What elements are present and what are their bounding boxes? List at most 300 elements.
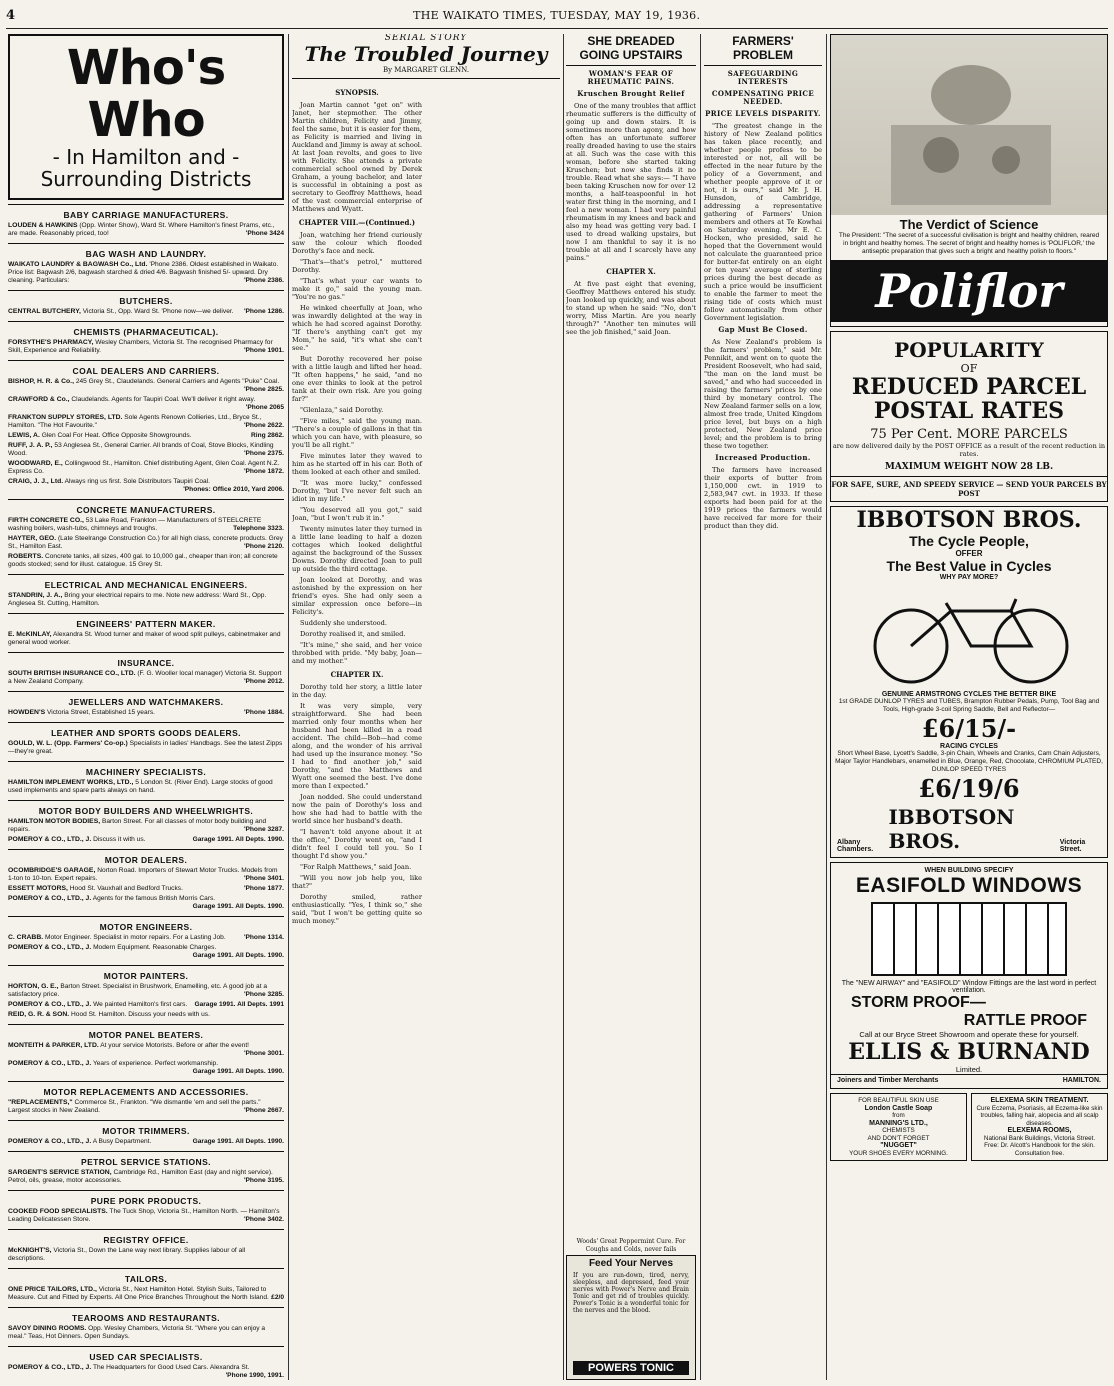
- entry-text: (Opp. Winter Show), Ward St. Where Hamilton's finest Prams, etc., are made. Reasonably priced, too!: [8, 222, 275, 237]
- category-heading: MOTOR PAINTERS.: [103, 971, 189, 981]
- entry-name: POMEROY & CO., LTD., J.: [8, 944, 92, 951]
- directory-entry: [8, 818, 284, 834]
- directory-entry: [8, 1208, 284, 1224]
- poliflor-logo: Poliflor: [831, 260, 1107, 322]
- entry-text: The Tuck Shop, Victoria St., Hamilton North. — Hamilton's Leading Delicatessen Store.: [8, 1208, 280, 1223]
- directory-category: [8, 613, 284, 652]
- serial-paragraph: Joan looked at Dorothy, and was astonished by the expression on her friend's eyes. She had only seen a similar expression once before—in Felicity's.: [292, 576, 422, 616]
- directory-entry: [8, 261, 284, 285]
- ez-footer: [831, 1074, 1107, 1088]
- directory-entry: [8, 442, 284, 458]
- entry-text: Glen Coal For Heat. Office Opposite Showgrounds.: [41, 432, 192, 439]
- directory-category: [8, 1229, 284, 1268]
- serial-paragraph: "It was more lucky," confessed Dorothy, "but I've never felt such an idiot in my life.": [292, 479, 422, 503]
- science-illustration-icon: [831, 35, 1107, 215]
- entry-phone: 'Phone 2012.: [243, 678, 284, 685]
- ez-storm: STORM PROOF—: [851, 994, 986, 1011]
- column-rule: [288, 34, 289, 1380]
- category-heading: JEWELLERS AND WATCHMAKERS.: [68, 697, 224, 707]
- nugget-lead: AND DON'T FORGET: [867, 1134, 930, 1142]
- serial-paragraph: Dorothy realised it, and smiled.: [300, 630, 406, 638]
- pop-c: REDUCED PARCEL POSTAL RATES: [851, 374, 1087, 424]
- directory-entry: [8, 934, 284, 942]
- entry-phone: 'Phone 1884.: [243, 709, 284, 716]
- masthead-title: THE WAIKATO TIMES, TUESDAY, MAY 19, 1936.: [413, 8, 701, 22]
- entry-phone: 'Phone 2065: [245, 404, 284, 411]
- ib-name: IBBOTSON BROS.: [856, 507, 1082, 533]
- pop-d: 75 Per Cent. MORE PARCELS: [870, 427, 1068, 442]
- chapter-x-heading: CHAPTER X.: [606, 267, 656, 276]
- entry-text: 53 Anglesea St., General Carrier. All brands of Coal, Stove Blocks, Kindling Wood.: [8, 442, 274, 457]
- pop-b: OF: [960, 362, 978, 375]
- entry-name: ESSETT MOTORS,: [8, 885, 68, 892]
- entry-phone: 'Phone 3001.: [243, 1050, 284, 1057]
- serial-paragraph: Joan, watching her friend curiously saw the colour which flooded Dorothy's face and neck.: [292, 231, 422, 255]
- directory-entry: [8, 1060, 284, 1076]
- entry-text: Victoria Street, Established 15 years.: [46, 709, 155, 716]
- serial-paragraph: "For Ralph Matthews," said Joan.: [300, 863, 412, 871]
- directory-category: [8, 290, 284, 321]
- entry-phone: 'Phones: Office 2010, Yard 2006.: [183, 486, 284, 493]
- directory-category: [8, 849, 284, 916]
- directory-category: [8, 1120, 284, 1151]
- directory-entry: [8, 1247, 284, 1263]
- farmers-text-2: As New Zealand's problem is the farmers' problem," said Mr. Pennikit, and went on to quote the President Roosevelt, who had said, "the man on the land must be saved," and who had succeeded in raising the farmers' prices by one third by monetary control. The New Zealand farmer sells on a low, almost free trade, United Kingdom price level, but buys on a high protected, New Zealand price level; and the problem is to bring these two together.: [704, 338, 822, 450]
- chapter-x-text: At five past eight that evening, Geoffrey Matthews entered his study. Joan looked up quickly, and was about to stand up when he said: "No, don't worry, Miss Martin. Are you nearly through?" "Another ten minutes will see the job finished," said Joan.: [566, 280, 696, 336]
- directory-category: [8, 1081, 284, 1120]
- entry-name: CRAIG, J. J., Ltd.: [8, 478, 64, 485]
- directory-category: [8, 1307, 284, 1346]
- entry-name: POMEROY & CO., LTD., J.: [8, 1060, 92, 1067]
- serial-paragraph: "You deserved all you got," said Joan, "but I won't rub it in.": [292, 506, 422, 522]
- directory-entry: [8, 378, 284, 394]
- category-heading: CHEMISTS (PHARMACEUTICAL).: [73, 327, 219, 337]
- pop-e: are now delivered daily by the POST OFFICE as a result of the recent reduction in rates.: [832, 442, 1106, 458]
- category-heading: MOTOR ENGINEERS.: [99, 922, 193, 932]
- ad-brand: POWERS TONIC: [573, 1361, 689, 1375]
- entry-phone: Garage 1991. All Depts. 1990.: [192, 952, 284, 959]
- entry-text: Specialists in ladies' Handbags. See the latest Zipps—they're great.: [8, 740, 283, 755]
- page-number: 4: [6, 7, 16, 23]
- directory-entry: [8, 478, 284, 494]
- directory-entry: [8, 631, 284, 647]
- bicycle-icon: [831, 581, 1107, 691]
- category-heading: ENGINEERS' PATTERN MAKER.: [76, 619, 216, 629]
- whos-who-banner: [8, 34, 284, 200]
- category-heading: INSURANCE.: [117, 658, 175, 668]
- parcel-post-ad: [830, 331, 1108, 502]
- category-heading: BAG WASH AND LAUNDRY.: [85, 249, 207, 259]
- elexema-ad: [971, 1093, 1108, 1161]
- entry-phone: 'Phone 1314.: [243, 934, 284, 941]
- entry-phone: Telephone 3323.: [233, 525, 284, 532]
- entry-text: Barton Street. Specialist in Brushwork, Enamelling, etc. A good job at a satisfactory price.: [8, 983, 268, 998]
- soap-ad: [830, 1093, 967, 1161]
- footer-note: Woods' Great Peppermint Cure. For Coughs and Colds, never fails: [576, 1238, 686, 1253]
- category-heading: BABY CARRIAGE MANUFACTURERS.: [63, 210, 229, 220]
- category-heading: MACHINERY SPECIALISTS.: [85, 767, 207, 777]
- serial-paragraph: "That's what your car wants to make it go," said the young man. "You're no gas.": [292, 277, 422, 301]
- entry-phone: 'Phone 3424: [245, 230, 284, 237]
- directory-category: [8, 574, 284, 613]
- entry-name: LOUDEN & HAWKINS: [8, 222, 78, 229]
- entry-phone: Garage 1991. All Depts. 1990.: [192, 1138, 284, 1145]
- entry-phone: Garage 1991. All Depts. 1990.: [192, 903, 284, 910]
- category-heading: PETROL SERVICE STATIONS.: [81, 1157, 211, 1167]
- directory-entry: [8, 308, 284, 316]
- entry-text: Claudelands. Agents for Taupiri Coal. We'll deliver it right away.: [71, 396, 256, 403]
- category-heading: COAL DEALERS AND CARRIERS.: [72, 366, 220, 376]
- category-heading: MOTOR DEALERS.: [104, 855, 188, 865]
- entry-phone: Garage 1991. All Depts. 1990.: [192, 836, 284, 843]
- serial-title: The Troubled Journey: [304, 42, 548, 66]
- entry-name: POMEROY & CO., LTD., J.: [8, 836, 92, 843]
- ib-why: WHY PAY MORE?: [939, 574, 999, 581]
- farmers-headline: FARMERS' PROBLEM: [704, 34, 822, 66]
- pop-f: MAXIMUM WEIGHT NOW 28 LB.: [884, 462, 1054, 472]
- ib-spec-2: Short Wheel Base, Lycett's Saddle, 3-pin Chain, Wheels and Cranks, Cam Chain Adjusters, Major Taylor Handlebars, enamelled in Blue, Orange, Red, Chocolate, CHROMIUM PLATED, DUNLOP SPEED TYRES: [835, 750, 1103, 773]
- entry-text: At your service Motorists. Before or after the event!: [100, 1042, 250, 1049]
- farmers-text-3: The farmers have increased their exports of butter from 1,150,000 cwt. in 1919 to 2,583,947 cwt. in 1933. If these exports had been paid for at the 1919 prices the farmers would have received far more for their product than they did.: [704, 466, 822, 530]
- directory-entry: [8, 535, 284, 551]
- entry-text: Hood St. Hamilton. Discuss your needs with us.: [71, 1011, 210, 1018]
- category-heading: BUTCHERS.: [119, 296, 173, 306]
- kruschen-headline: SHE DREADED GOING UPSTAIRS: [566, 34, 696, 66]
- directory-category: [8, 1346, 284, 1380]
- kruschen-subhead: WOMAN'S FEAR OF RHEUMATIC PAINS.: [587, 69, 675, 86]
- entry-text: (F. G. Wooller local manager) Victoria St. Support a New Zealand Company.: [8, 670, 282, 685]
- soap-from: from: [892, 1112, 905, 1119]
- serial-story-column: [292, 34, 560, 1380]
- entry-text: 5 London St. (River End). Large stocks of good used implements and spare parts always on hand.: [8, 779, 273, 794]
- ib-price-2: £6/19/6: [918, 774, 1020, 803]
- ez-footer-left: Joiners and Timber Merchants: [837, 1077, 939, 1084]
- category-heading: MOTOR TRIMMERS.: [102, 1126, 190, 1136]
- entry-text: Commerce St., Frankton. "We dismantle 'em and sell the parts." Largest stocks in New Zealand.: [8, 1099, 261, 1114]
- entry-name: COOKED FOOD SPECIALISTS.: [8, 1208, 108, 1215]
- serial-body: [292, 83, 560, 1380]
- entry-text: Years of experience. Perfect workmanship.: [92, 1060, 219, 1067]
- directory-entry: [8, 460, 284, 476]
- column-rule: [826, 34, 827, 1380]
- entry-phone: 'Phone 1286.: [243, 308, 284, 315]
- ad-body: If you are run-down, tired, nervy, sleepless, and depressed, feed your nerves with Power's Nerve and Brain Tonic and get rid of troubles quickly. Power's Tonic is a wonderful tonic for the nerves and the blood.: [573, 1272, 689, 1314]
- serial-paragraph: "Five miles," said the young man. "There's a couple of gallons in that tin which you can have, with pleasure, so you'll be all right.": [292, 417, 422, 449]
- serial-paragraph: "That's—that's petrol," muttered Dorothy.: [292, 258, 422, 274]
- directory-category: [8, 1024, 284, 1081]
- directory-entry: [8, 1011, 284, 1019]
- serial-paragraph: Dorothy told her story, a little later in the day.: [292, 683, 422, 699]
- entry-name: POMEROY & CO., LTD., J.: [8, 895, 92, 902]
- directory-entry: [8, 553, 284, 569]
- entry-name: HAMILTON MOTOR BODIES,: [8, 818, 101, 825]
- serial-paragraph: "It's mine," she said, and her voice throbbed with pride. "My baby, Joan—and my mother.": [292, 641, 422, 665]
- entry-text: 245 Grey St., Claudelands. General Carriers and Agents "Puke" Coal.: [75, 378, 280, 385]
- directory-entry: [8, 895, 284, 911]
- entry-name: HAYTER, GEO.: [8, 535, 57, 542]
- entry-name: OCOMBRIDGE'S GARAGE,: [8, 867, 96, 874]
- small-ads: [830, 1093, 1108, 1161]
- entry-text: Discuss it with us.: [93, 836, 146, 843]
- directory-category: [8, 1268, 284, 1307]
- farmers-subhead-2: COMPENSATING PRICE NEEDED.: [711, 89, 815, 106]
- entry-phone: 'Phone 3401.: [243, 875, 284, 882]
- entry-name: HOWDEN'S: [8, 709, 46, 716]
- elexema-e: Free: Dr. Alcott's Handbook for the skin. Consultation free.: [984, 1142, 1095, 1157]
- ib-footer: [831, 803, 1107, 857]
- category-heading: MOTOR PANEL BEATERS.: [88, 1030, 204, 1040]
- directory-category: [8, 321, 284, 360]
- easifold-ad: [830, 862, 1108, 1089]
- entry-text: Cambridge Rd., Hamilton East (day and night service). Petrol, oils, grease, motor accessories.: [8, 1169, 273, 1184]
- elexema-h: ELEXEMA SKIN TREATMENT.: [990, 1097, 1089, 1104]
- directory-entry: [8, 867, 284, 883]
- directory-list: [8, 204, 284, 1380]
- ib-addr-right: Victoria Street.: [1059, 839, 1086, 853]
- serial-header: [292, 34, 560, 79]
- serial-author: By MARGARET GLENN.: [382, 66, 470, 74]
- serial-paragraph: "Glenlaza," said Dorothy.: [300, 406, 384, 414]
- entry-text: Modern Equipment. Reasonable Charges.: [93, 944, 217, 951]
- category-heading: TAILORS.: [124, 1274, 168, 1284]
- entry-text: Barton Street. For all classes of motor body building and repairs.: [8, 818, 267, 833]
- entry-phone: 'Phone 3195.: [243, 1177, 284, 1184]
- directory-entry: [8, 983, 284, 999]
- ib-slogan: The Cycle People,: [909, 533, 1029, 549]
- entry-phone: £2/0: [271, 1294, 284, 1301]
- directory-entry: [8, 1286, 284, 1302]
- category-heading: REGISTRY OFFICE.: [103, 1235, 189, 1245]
- synopsis-label: SYNOPSIS.: [335, 88, 379, 97]
- kruschen-text: One of the many troubles that afflict rheumatic sufferers is the difficulty of going up and down stairs. It is sometimes more than agony, and how often has an unfortunate sufferer really dreaded having to use the stairs at all. Such was the case with this woman, before she started taking Kruschen; but now she finds it no trouble. Read what she says:— "I have been taking Kruschen now for over 12 months, a half-teaspoonful in hot water first thing in the morning, and I feel a new woman. I had very painful rheumatism in my knees and back and also my head was getting very bad. I used to dread walking upstairs, but now I am thankful to say it is no trouble at all and I scarcely have any pains.": [566, 102, 696, 262]
- ads-column: [830, 34, 1108, 1380]
- entry-phone: 'Phone 1901.: [243, 347, 284, 354]
- serial-paragraph: Joan nodded. She could understand now the pain of Dorothy's loss and how she had had to battle with the world since her husband's death.: [292, 793, 422, 825]
- entry-text: Motor Engineer. Specialist in motor repairs. For a Lasting Job.: [44, 934, 226, 941]
- ez-call: Call at our Bryce Street Showroom and operate these for yourself.: [859, 1030, 1079, 1039]
- entry-name: POMEROY & CO., LTD., J.: [8, 1364, 92, 1371]
- farmers-subhead-5: Increased Production.: [715, 453, 811, 462]
- entry-name: WOODWARD, E.,: [8, 460, 63, 467]
- entry-name: HORTON, G. E.,: [8, 983, 59, 990]
- directory-entry: [8, 670, 284, 686]
- serial-paragraphs: [292, 231, 422, 925]
- elexema-b: Cure Eczema, Psoriasis, all Eczema-like skin troubles, falling hair, alopecia and all scalp diseases.: [976, 1104, 1103, 1127]
- serial-paragraph: Suddenly she understood.: [300, 619, 387, 627]
- directory-category: [8, 916, 284, 965]
- ib-price-1: £6/15/-: [921, 714, 1017, 743]
- entry-name: FORSYTHE'S PHARMACY,: [8, 339, 94, 346]
- directory-category: [8, 800, 284, 849]
- entry-name: ROBERTS.: [8, 553, 44, 560]
- entry-phone: 'Phone 1877.: [243, 885, 284, 892]
- ez-limited: Limited.: [955, 1065, 983, 1074]
- entry-text: Wesley Chambers, Victoria St. The recognised Pharmacy for Skill, Experience and Reliability.: [8, 339, 273, 354]
- entry-name: FIRTH CONCRETE CO.,: [8, 517, 84, 524]
- entry-phone: Ring 2862.: [251, 432, 284, 439]
- entry-text: 53 Lake Road, Frankton — Manufacturers of STEELCRETE washing boilers, wash-tubs, chimneys and troughs.: [8, 517, 262, 532]
- verdict-title: The Verdict of Science: [899, 217, 1039, 232]
- entry-phone: 'Phone 2375.: [243, 450, 284, 457]
- entry-name: HAMILTON IMPLEMENT WORKS, LTD.,: [8, 779, 134, 786]
- ad-title: Feed Your Nerves: [588, 1258, 674, 1269]
- entry-phone: 'Phone 2825.: [243, 386, 284, 393]
- directory-entry: [8, 1138, 284, 1146]
- ib-addr-left: Albany Chambers.: [837, 839, 874, 853]
- entry-phone: 'Phone 3402.: [243, 1216, 284, 1223]
- entry-name: WAIKATO LAUNDRY & BAGWASH Co., Ltd.: [8, 261, 148, 268]
- entry-name: SAVOY DINING ROOMS.: [8, 1325, 87, 1332]
- entry-text: Agents for the famous British Morris Cars.: [92, 895, 216, 902]
- masthead: [6, 2, 1108, 29]
- directory-entry: [8, 432, 284, 440]
- entry-phone: 'Phone 3287.: [243, 826, 284, 833]
- entry-text: Norton Road. Importers of Stewart Motor Trucks. Models from 1-ton to 10-ton. Expert repairs.: [8, 867, 278, 882]
- directory-entry: [8, 1325, 284, 1341]
- entry-text: Opp. Wesley Chambers, Victoria St. "Where you can enjoy a meal." Teas, Hot Dinners. Open Sundays.: [8, 1325, 266, 1340]
- entry-text: Alexandra St. Wood turner and maker of wood split pulleys, cabinetmaker and general wood worker.: [8, 631, 281, 646]
- directory-entry: [8, 1099, 284, 1115]
- serial-paragraph: Twenty minutes later they turned in a little lane leading to half a dozen cottages which looked delightful against the background of the Sussex Downs. Dorothy directed Joan to pull up outside the third cottage.: [292, 525, 422, 573]
- entry-text: (Late Steelrange Construction Co.) for all high class, concrete products. Grey St., Hamilton East.: [8, 535, 283, 550]
- entry-phone: 'Phone 2622.: [243, 422, 284, 429]
- directory-entry: [8, 592, 284, 608]
- directory-entry: [8, 517, 284, 533]
- directory-category: [8, 761, 284, 800]
- directory-category: [8, 360, 284, 499]
- entry-phone: Garage 1991. All Depts. 1991: [194, 1001, 284, 1008]
- ib-bottom-name: IBBOTSON BROS.: [888, 805, 1015, 853]
- ib-offer: OFFER: [955, 549, 983, 558]
- entry-name: POMEROY & CO., LTD., J.: [8, 1138, 92, 1145]
- entry-text: 'Phone 2386. Oldest established in Waikato. Price list: Bagwash 2/6, bagwash starched & dried 4/6. Bagwash finished 5/- upward. Dry cleaning. Particulars:: [8, 261, 279, 284]
- entry-name: ONE PRICE TAILORS, LTD.,: [8, 1286, 97, 1293]
- entry-phone: 'Phone 2386.: [243, 277, 284, 284]
- illustration: [831, 35, 1107, 215]
- directory-entry: [8, 1364, 284, 1380]
- ib-caption: GENUINE ARMSTRONG CYCLES THE BETTER BIKE: [881, 691, 1057, 698]
- entry-name: STANDRIN, J. A.,: [8, 592, 63, 599]
- kruschen-subhead-2: Kruschen Brought Relief: [577, 89, 685, 98]
- nugget-name: "NUGGET": [880, 1142, 917, 1149]
- directory-category: [8, 204, 284, 243]
- powers-tonic-ad: [566, 1255, 696, 1380]
- synopsis-text: Joan Martin cannot "get on" with Janet, her stepmother. The other Martin children, Felicity and Jimmy, feel the same, but it is easier for them, as Felicity is married and living in Auckland and Jimmy is away at school. At last Joan revolts, and goes to live with Felicity. She attends a private commercial school owned by Derek Graham, a young bachelor, and later is successful in obtaining a post as secretary to Geoffrey Matthews, head of the vast commercial enterprise of Matthews and Wyatt.: [292, 101, 422, 213]
- category-heading: CONCRETE MANUFACTURERS.: [76, 505, 216, 515]
- category-heading: MOTOR REPLACEMENTS AND ACCESSORIES.: [43, 1087, 249, 1097]
- farmers-subhead-4: Gap Must Be Closed.: [718, 325, 808, 334]
- entry-text: Collingwood St., Hamilton. Chief distributing Agent, Glen Coal. Agent N.Z. Express Co.: [8, 460, 280, 475]
- entry-phone: 'Phone 1872.: [243, 468, 284, 475]
- ib-value: The Best Value in Cycles: [886, 558, 1052, 574]
- directory-category: [8, 722, 284, 761]
- serial-paragraph: It was very simple, very straightforward. She had been married only four months when her husband had been killed in a road accident. The child—Bob—had come along, and the wonder of his arrival had used up the insurance money. "So I had to find another job," said Dorothy, "and the Matthews and Wyatt one seemed the best. I've done more than I expected.": [292, 702, 422, 790]
- directory-entry: [8, 222, 284, 238]
- pop-a: POPULARITY: [894, 338, 1044, 362]
- entry-phone: 'Phone 2667.: [243, 1107, 284, 1114]
- entry-name: CENTRAL BUTCHERY,: [8, 308, 81, 315]
- entry-phone: 'Phone 2120.: [243, 543, 284, 550]
- soap-h: FOR BEAUTIFUL SKIN USE: [858, 1097, 939, 1104]
- farmers-subhead-3: PRICE LEVELS DISPARITY.: [705, 109, 821, 118]
- farmers-subhead: SAFEGUARDING INTERESTS: [727, 69, 799, 86]
- serial-paragraph: He winked cheerfully at Joan, who was inwardly delighted at the way in which he had scored against Dorothy. "If there's anything can't get my Mom," he said, "it's what she can't see.": [292, 304, 422, 352]
- entry-text: Victoria St., Down the Lane way next library. Supplies labour of all descriptions.: [8, 1247, 246, 1262]
- window-illustration: [871, 902, 1067, 976]
- ez-message: The "NEW AIRWAY" and "EASIFOLD" Window Fittings are the last word in perfect ventilation.: [841, 980, 1097, 994]
- whos-who-title: Who's Who: [66, 40, 226, 148]
- entry-text: Victoria St., Opp. Ward St. 'Phone now—we deliver.: [82, 308, 234, 315]
- nugget-tag: YOUR SHOES EVERY MORNING.: [849, 1149, 948, 1157]
- directory-category: [8, 499, 284, 574]
- bicycle-illustration: [831, 581, 1107, 691]
- chapter-heading: CHAPTER VIII.—(Continued.): [298, 218, 416, 227]
- category-heading: TEAROOMS AND RESTAURANTS.: [72, 1313, 220, 1323]
- ib-spec-1: 1st GRADE DUNLOP TYRES and TUBES, Brampton Rubber Pedals, Pump, Tool Bag and Tools, High-grade 3-coil Spring Saddle, Bell and Reflector—: [838, 698, 1100, 713]
- directory-entry: [8, 836, 284, 844]
- soap-seller: MANNING'S LTD.,: [869, 1119, 928, 1127]
- entry-name: BISHOP, H. R. & Co.,: [8, 378, 74, 385]
- directory-entry: [8, 740, 284, 756]
- poliflor-ad: [830, 34, 1108, 327]
- farmers-text: "The greatest change in the history of New Zealand politics has taken place recently, and whether people profess to be interested or not, all will be effected in the near future by the policy of a Government, and whether people approve of it or not, it is ours," said Mr. J. H. Hunsdon, of Cambridge, addressing a representative gathering of Farmers' Union members and others at Te Kowhai on Saturday evening. Mr E. C. Hocken, who presided, said he hoped that the Government would not calculate the guaranteed price for butter-fat entirely on an eight or ten years' average of sterling prices during the best decade as such a price would be insufficient to enable the farmer to meet the rising tide of costs which must follow automatically from other Government legislation.: [704, 122, 822, 322]
- entry-text: Hood St. Vauxhall and Bedford Trucks.: [69, 885, 183, 892]
- chapter-heading: CHAPTER IX.: [330, 670, 384, 679]
- entry-phone: 'Phone 3285.: [243, 991, 284, 998]
- entry-text: Always ring us first. Sole Distributors Taupiri Coal.: [64, 478, 210, 485]
- entry-name: McKNIGHT'S,: [8, 1247, 52, 1254]
- entry-name: E. McKINLAY,: [8, 631, 52, 638]
- entry-name: SOUTH BRITISH INSURANCE CO., LTD.: [8, 670, 136, 677]
- ez-rattle: RATTLE PROOF: [963, 1012, 1087, 1029]
- directory-entry: [8, 709, 284, 717]
- entry-text: A Busy Department.: [92, 1138, 152, 1145]
- directory-category: [8, 965, 284, 1024]
- directory-category: [8, 1151, 284, 1190]
- entry-text: Bring your electrical repairs to me. Note new address: Ward St., Opp. Anglesea St. Cutting, Hamilton.: [8, 592, 267, 607]
- serial-paragraph: Dorothy smiled, rather enthusiastically. "Yes, I think so," she said, "but I won't be getting quite so much money.": [292, 893, 422, 925]
- ez-header: WHEN BUILDING SPECIFY: [924, 867, 1014, 874]
- ibbotson-ad: [830, 506, 1108, 858]
- soap-name: London Castle Soap: [864, 1104, 933, 1112]
- whos-who-column: [8, 34, 284, 1380]
- directory-entry: [8, 339, 284, 355]
- entry-name: C. CRABB.: [8, 934, 44, 941]
- entry-phone: Garage 1991. All Depts. 1990.: [192, 1068, 284, 1075]
- pop-g: FOR SAFE, SURE, AND SPEEDY SERVICE — SEND YOUR PARCELS BY POST: [831, 476, 1107, 501]
- ez-title: EASIFOLD WINDOWS: [855, 874, 1083, 897]
- entry-name: REID, G. R. & SON.: [8, 1011, 70, 1018]
- elexema-addr: National Bank Buildings, Victoria Street.: [983, 1134, 1096, 1142]
- entry-name: CRAWFORD & Co.,: [8, 396, 70, 403]
- entry-text: We painted Hamilton's first cars.: [93, 1001, 188, 1008]
- directory-entry: [8, 885, 284, 893]
- entry-text: Concrete tanks, all sizes, 400 gal. to 10,000 gal., cheaper than iron; all concrete goods stocked; send for illust. catalogue. 15 Grey St.: [8, 553, 278, 568]
- farmers-column: [704, 34, 822, 1380]
- elexema-rooms: ELEXEMA ROOMS,: [1007, 1127, 1072, 1134]
- kruschen-column: [566, 34, 696, 1380]
- ez-brand: ELLIS & BURNAND: [848, 1039, 1090, 1065]
- directory-category: [8, 691, 284, 722]
- directory-category: [8, 652, 284, 691]
- directory-entry: [8, 1169, 284, 1185]
- directory-entry: [8, 779, 284, 795]
- entry-text: Victoria St., Next Hamilton Hotel. Stylish Suits, Tailored to Measure. Cut and Fitted by Experts. All One Price Branches Throughout the North Island.: [8, 1286, 269, 1301]
- category-heading: LEATHER AND SPORTS GOODS DEALERS.: [51, 728, 241, 738]
- serial-label: SERIAL STORY: [384, 34, 468, 43]
- directory-entry: [8, 414, 284, 430]
- column-rule: [700, 34, 701, 1380]
